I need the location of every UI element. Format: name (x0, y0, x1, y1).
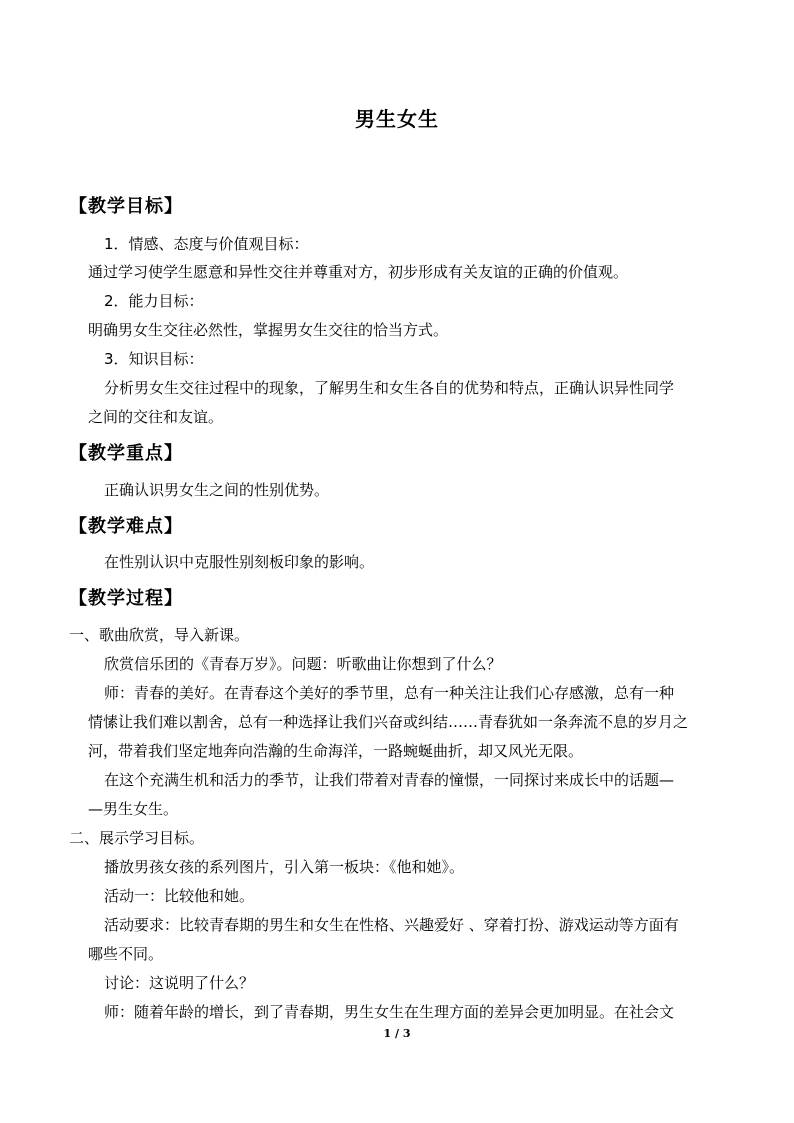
goal-item: 明确男女生交往必然性，掌握男女生交往的恰当方式。 (88, 321, 449, 339)
goal-item: 通过学习使学生愿意和异性交往并尊重对方，初步形成有关友谊的正确的价值观。 (88, 263, 629, 281)
process-line: 一、歌曲欣赏，导入新课。 (69, 626, 250, 644)
process-line: 在这个充满生机和活力的季节，让我们带着对青春的憧憬，一同探讨来成长中的话题— (104, 771, 675, 789)
section-heading-process: 【教学过程】 (69, 588, 183, 609)
process-line: 讨论：这说明了什么？ (104, 974, 255, 992)
process-line: 哪些不同。 (88, 945, 164, 963)
process-line: 河，带着我们坚定地奔向浩瀚的生命海洋，一路蜿蜒曲折，却又风光无限。 (88, 742, 584, 760)
process-line: 活动要求：比较青春期的男生和女生在性格、兴趣爱好 、穿着打扮、游戏运动等方面有 (104, 916, 679, 934)
process-line: 二、展示学习目标。 (69, 829, 205, 847)
process-line: —男生女生。 (88, 800, 179, 818)
difficulty-text: 在性别认识中克服性别刻板印象的影响。 (104, 553, 375, 571)
goal-item: 1．情感、态度与价值观目标： (104, 235, 309, 253)
process-line: 师：随着年龄的增长，到了青春期，男生女生在生理方面的差异会更加明显。在社会文 (104, 1003, 675, 1021)
goal-item: 2．能力目标： (104, 292, 204, 310)
process-line: 播放男孩女孩的系列图片，引入第一板块：《他和她》。 (104, 858, 465, 876)
goal-item: 之间的交往和友谊。 (88, 408, 224, 426)
process-line: 情愫让我们难以割舍，总有一种选择让我们兴奋或纠结……青春犹如一条奔流不息的岁月之 (88, 713, 689, 731)
key-text: 正确认识男女生之间的性别优势。 (104, 481, 330, 499)
process-line: 师：青春的美好。在青春这个美好的季节里，总有一种关注让我们心存感激，总有一种 (104, 684, 675, 702)
page-title: 男生女生 (355, 107, 439, 131)
section-heading-key: 【教学重点】 (69, 443, 183, 464)
section-heading-difficulty: 【教学难点】 (69, 516, 183, 537)
section-heading-goals: 【教学目标】 (69, 196, 183, 217)
goal-item: 分析男女生交往过程中的现象，了解男生和女生各自的优势和特点，正确认识异性同学 (104, 379, 675, 397)
page-number: 1 / 3 (383, 1027, 411, 1040)
process-line: 活动一：比较他和她。 (104, 887, 255, 905)
process-line: 欣赏信乐团的《青春万岁》。问题：听歌曲让你想到了什么？ (104, 655, 502, 673)
goal-item: 3．知识目标： (104, 350, 204, 368)
